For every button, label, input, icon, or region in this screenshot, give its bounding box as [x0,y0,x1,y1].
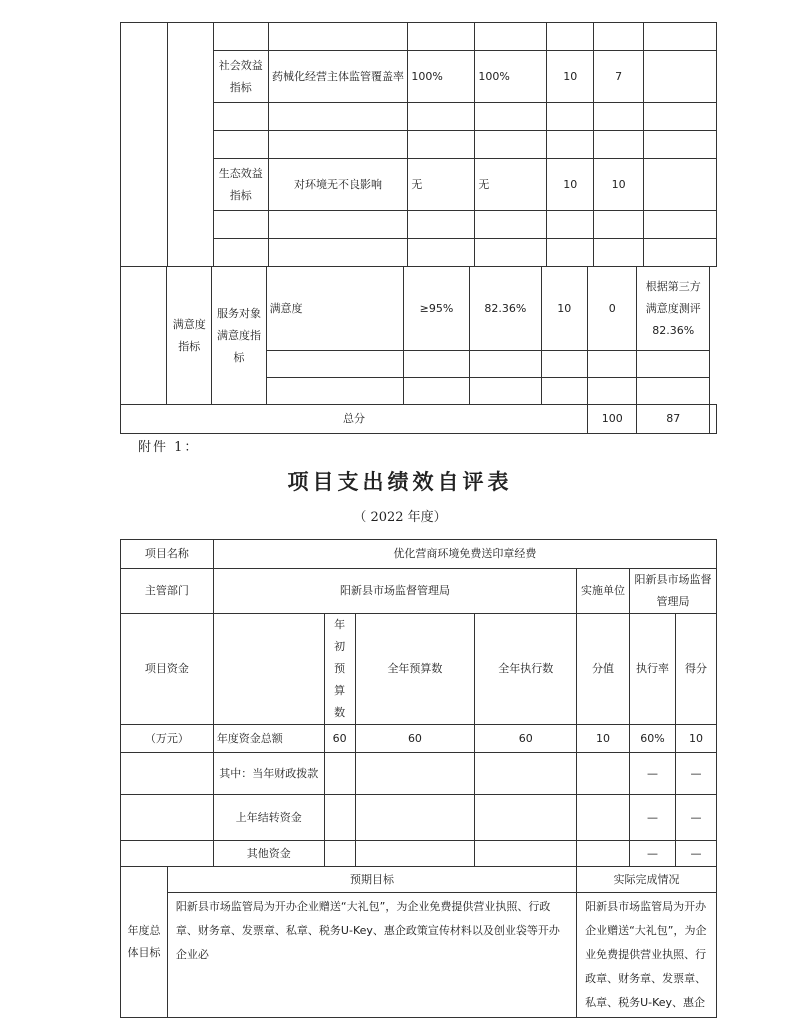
social-category: 社会效益指标 [213,51,268,103]
expected-label: 预期目标 [167,867,576,893]
total-weight: 100 [588,405,637,434]
unit-label: （万元） [121,725,214,753]
social-score: 7 [594,51,644,103]
satisfaction-table [120,266,717,434]
project-name-label: 项目名称 [121,540,214,569]
col-initial-budget: 年初预算数 [324,614,355,725]
score-value: — [675,753,716,795]
rate-value: — [630,795,676,841]
rate-value: — [630,753,676,795]
project-name: 优化营商环境免费送印章经费 [213,540,716,569]
satisfaction-indicator: 满意度 [266,267,403,351]
score-value: — [675,795,716,841]
satisfaction-level1: 满意度指标 [167,267,212,405]
actual-label: 实际完成情况 [577,867,717,893]
col-full-budget: 全年预算数 [355,614,475,725]
col-weight: 分值 [577,614,630,725]
col-executed: 全年执行数 [475,614,577,725]
social-weight: 10 [547,51,594,103]
satisfaction-actual: 82.36% [470,267,541,351]
goal-label: 年度总体目标 [121,867,168,1018]
impl-value: 阳新县市场监督管理局 [630,569,717,614]
satisfaction-level2: 服务对象满意度指标 [212,267,266,405]
dept-value: 阳新县市场监督管理局 [213,569,576,614]
indicator-table [120,22,717,267]
attachment-label: 附件 1： [138,440,200,455]
score-value: — [675,841,716,867]
impl-label: 实施单位 [577,569,630,614]
year-label: （ 2022 年度） [353,510,447,525]
page-title: 项目支出绩效自评表 [287,469,513,494]
eco-score: 10 [594,159,644,211]
level2-cell-empty [167,23,213,267]
social-actual: 100% [475,51,547,103]
full-value: 60 [355,725,475,753]
satisfaction-target: ≥95% [403,267,469,351]
social-target: 100% [408,51,475,103]
exec-value: 60 [475,725,577,753]
funds-label: 项目资金 [121,614,214,725]
total-score: 87 [637,405,710,434]
satisfaction-note: 根据第三方满意度测评82.36% [637,267,710,351]
weight-value: 10 [577,725,630,753]
rate-value: 60% [630,725,676,753]
satisfaction-score: 0 [588,267,637,351]
col-score: 得分 [675,614,716,725]
score-value: 10 [675,725,716,753]
eco-weight: 10 [547,159,594,211]
expected-text: 阳新县市场监管局为开办企业赠送“大礼包”，为企业免费提供营业执照、行政章、财务章、发票章、私章、税务U-Key、惠企政策宣传材料以及创业袋等开办企业必 [167,893,576,1018]
total-label: 总分 [121,405,588,434]
actual-text: 阳新县市场监管局为开办企业赠送“大礼包”，为企业免费提供营业执照、行政章、财务章、发票章、私章、税务U-Key、惠企 [577,893,717,1018]
satisfaction-weight: 10 [541,267,587,351]
level1-cell-empty [121,23,168,267]
row-label: 年度资金总额 [213,725,324,753]
eco-indicator: 对环境无不良影响 [268,159,408,211]
initial-value: 60 [324,725,355,753]
dept-label: 主管部门 [121,569,214,614]
row-label: 其他资金 [213,841,324,867]
row-label: 上年结转资金 [213,795,324,841]
eco-target: 无 [408,159,475,211]
row-label: 其中：当年财政拨款 [213,753,324,795]
eco-category: 生态效益指标 [213,159,268,211]
rate-value: — [630,841,676,867]
evaluation-table [120,539,717,1018]
social-indicator: 药械化经营主体监管覆盖率 [268,51,408,103]
col-exec-rate: 执行率 [630,614,676,725]
eco-actual: 无 [475,159,547,211]
